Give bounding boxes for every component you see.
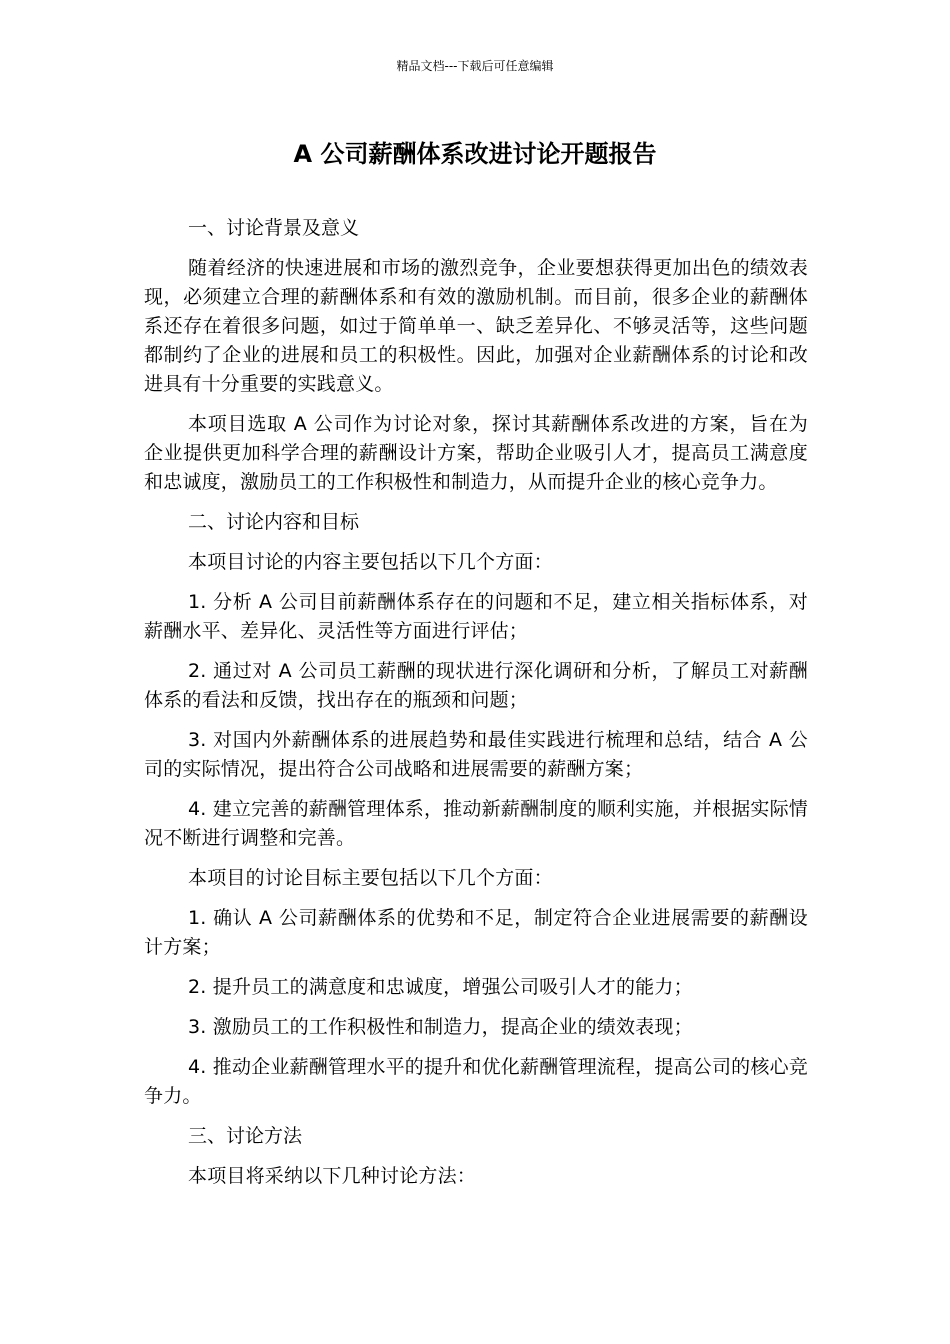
header-note: 精品文档---下载后可任意编辑 xyxy=(396,59,554,73)
list-item-goal-2: 2. 提升员工的满意度和忠诚度，增强公司吸引人才的能力； xyxy=(188,976,693,998)
list-item-goal-1: 1. 确认 A 公司薪酬体系的优势和不足，制定符合企业进展需要的薪酬设计方案； xyxy=(144,907,808,958)
paragraph-content-intro: 本项目讨论的内容主要包括以下几个方面： xyxy=(188,551,553,573)
list-item-content-4: 4. 建立完善的薪酬管理体系，推动新薪酬制度的顺利实施，并根据实际情况不断进行调整和完善。 xyxy=(144,798,808,849)
list-item-goal-3: 3. 激励员工的工作积极性和制造力，提高企业的绩效表现； xyxy=(188,1016,693,1038)
document-body xyxy=(144,214,808,1202)
paragraph-goals-intro: 本项目的讨论目标主要包括以下几个方面： xyxy=(188,867,553,889)
list-item-content-1: 1. 分析 A 公司目前薪酬体系存在的问题和不足，建立相关指标体系，对薪酬水平、差异化、灵活性等方面进行评估； xyxy=(144,591,808,642)
section-heading-background: 一、讨论背景及意义 xyxy=(188,217,360,239)
section-heading-content-goals: 二、讨论内容和目标 xyxy=(188,511,360,533)
section-heading-methods: 三、讨论方法 xyxy=(188,1125,303,1147)
document-title: A 公司薪酬体系改进讨论开题报告 xyxy=(293,140,657,168)
paragraph-methods-intro: 本项目将采纳以下几种讨论方法： xyxy=(188,1165,477,1187)
list-item-goal-4: 4. 推动企业薪酬管理水平的提升和优化薪酬管理流程，提高公司的核心竞争力。 xyxy=(144,1056,808,1107)
list-item-content-2: 2. 通过对 A 公司员工薪酬的现状进行深化调研和分析，了解员工对薪酬体系的看法和反馈，找出存在的瓶颈和问题； xyxy=(144,660,808,711)
paragraph-background: 随着经济的快速进展和市场的激烈竞争，企业要想获得更加出色的绩效表现，必须建立合理的薪酬体系和有效的激励机制。而目前，很多企业的薪酬体系还存在着很多问题，如过于简单单一、缺乏差异化、不够灵活等，这些问题都制约了企业的进展和员工的积极性。因此，加强对企业薪酬体系的讨论和改进具有十分重要的实践意义。 xyxy=(144,257,808,395)
list-item-content-3: 3. 对国内外薪酬体系的进展趋势和最佳实践进行梳理和总结，结合 A 公司的实际情况，提出符合公司战略和进展需要的薪酬方案； xyxy=(144,729,808,780)
paragraph-project-intro: 本项目选取 A 公司作为讨论对象，探讨其薪酬体系改进的方案，旨在为企业提供更加科学合理的薪酬设计方案，帮助企业吸引人才，提高员工满意度和忠诚度，激励员工的工作积极性和制造力，从而提升企业的核心竞争力。 xyxy=(144,413,808,493)
